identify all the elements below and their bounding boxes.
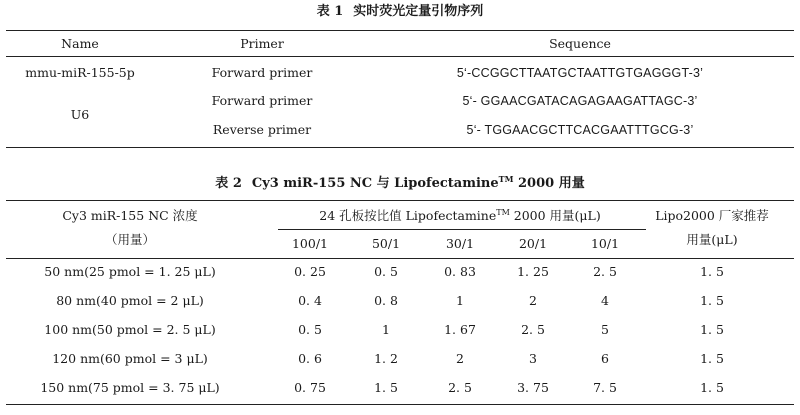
table1-header-name: Name: [61, 36, 99, 51]
table2-row2-v5: 4: [601, 293, 609, 308]
table1-row1-sequence: 5‘-CCGGCTTAATGCTAATTGTGAGGGT-3’: [456, 66, 704, 80]
table1-bottom-rule: [6, 147, 794, 148]
table2-row2-v3: 1: [456, 293, 464, 308]
table2-group-pre: 24 孔板按比值 Lipofectamine: [319, 208, 497, 223]
table2-row2-v2: 0. 8: [374, 293, 398, 308]
table2-header-ratio-5: 10/1: [590, 236, 620, 251]
table2-row4-conc: 120 nm(60 pmol = 3 μL): [52, 351, 208, 366]
table2-group-tm: TM: [496, 208, 510, 217]
table2-row3-v3: 1. 67: [444, 322, 476, 337]
table1-row3-primer: Reverse primer: [212, 122, 312, 137]
table2-row5-conc: 150 nm(75 pmol = 3. 75 μL): [40, 380, 220, 395]
table2-row3-v2: 1: [382, 322, 390, 337]
table2-row1-recommended: 1. 5: [700, 264, 724, 279]
table2-header-conc-line2: （用量）: [104, 232, 156, 247]
table2-header-ratio-2: 50/1: [371, 236, 401, 251]
table2-header-recommended-line1: Lipo2000 厂家推荐: [655, 208, 769, 223]
table2-row2-recommended: 1. 5: [700, 293, 724, 308]
table2-row5-v3: 2. 5: [448, 380, 472, 395]
table1-header-primer: Primer: [240, 36, 284, 51]
table2-title-pre: Cy3 miR-155 NC 与 Lipofectamine: [251, 176, 499, 191]
table1-row1-name: mmu-miR-155-5p: [25, 65, 135, 80]
table2-row4-v3: 2: [456, 351, 464, 366]
table2-row3-v4: 2. 5: [521, 322, 545, 337]
table1-row2-name: U6: [70, 107, 90, 122]
table2-label: 表 2: [215, 176, 242, 191]
table2-header-rule: [6, 258, 794, 259]
table2-row3-recommended: 1. 5: [700, 322, 724, 337]
table2-row4-v1: 0. 6: [298, 351, 322, 366]
table2-row2-conc: 80 nm(40 pmol = 2 μL): [56, 293, 204, 308]
table1-top-rule: [6, 30, 794, 31]
table2-row2-v1: 0. 4: [298, 293, 322, 308]
table2-row2-v4: 2: [529, 293, 537, 308]
table1-row2-primer: Forward primer: [211, 93, 313, 108]
table2-row1-conc: 50 nm(25 pmol = 1. 25 μL): [44, 264, 216, 279]
table2-row1-v2: 0. 5: [374, 264, 398, 279]
table2-header-ratio-1: 100/1: [291, 236, 329, 251]
table2-row5-v4: 3. 75: [517, 380, 549, 395]
table2-title-post: 2000 用量: [513, 176, 585, 191]
table2-row1-v3: 0. 83: [444, 264, 476, 279]
table2-row5-recommended: 1. 5: [700, 380, 724, 395]
table1-header-rule: [6, 56, 794, 57]
table1-header-sequence: Sequence: [549, 36, 611, 51]
table1-label: 表 1: [316, 4, 344, 19]
table1-row1-primer: Forward primer: [211, 65, 313, 80]
table2-bottom-rule: [6, 404, 794, 405]
table1-title: 实时荧光定量引物序列: [353, 4, 484, 19]
table1-caption: [0, 4, 800, 20]
table2-caption: [0, 176, 800, 192]
table2-row4-v5: 6: [601, 351, 609, 366]
table2-group-rule: [278, 229, 646, 230]
table2-header-group: [319, 208, 600, 224]
table2-header-ratio-3: 30/1: [445, 236, 475, 251]
table2-row5-v5: 7. 5: [593, 380, 617, 395]
table2-row4-v4: 3: [529, 351, 537, 366]
table2-row1-v1: 0. 25: [294, 264, 326, 279]
table2-header-recommended-line2: 用量(μL): [686, 232, 738, 247]
table2-row3-v1: 0. 5: [298, 322, 322, 337]
table1-row2-sequence: 5‘- GGAACGATACAGAGAAGATTAGC-3’: [462, 94, 698, 108]
table2-title-tm: TM: [498, 174, 514, 184]
table2-row4-recommended: 1. 5: [700, 351, 724, 366]
table2-row4-v2: 1. 2: [374, 351, 398, 366]
table2-row1-v4: 1. 25: [517, 264, 549, 279]
table2-row3-v5: 5: [601, 322, 609, 337]
table2-row5-v2: 1. 5: [374, 380, 398, 395]
table2-header-conc-line1: Cy3 miR-155 NC 浓度: [62, 208, 198, 223]
table2-header-ratio-4: 20/1: [518, 236, 548, 251]
table2-group-post: 2000 用量(μL): [509, 208, 601, 223]
table2-row1-v5: 2. 5: [593, 264, 617, 279]
table2-top-rule: [6, 200, 794, 201]
table2-row5-v1: 0. 75: [294, 380, 326, 395]
table2-row3-conc: 100 nm(50 pmol = 2. 5 μL): [44, 322, 216, 337]
table1-row3-sequence: 5‘- TGGAACGCTTCACGAATTTGCG-3’: [466, 123, 694, 137]
